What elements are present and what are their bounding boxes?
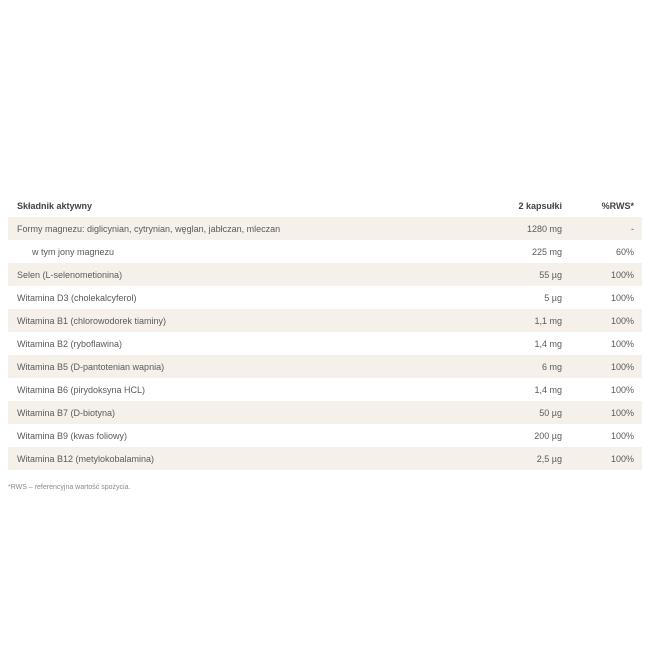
- ingredient-dose: 225 mg: [428, 240, 570, 263]
- header-rws: %RWS*: [601, 200, 634, 211]
- header-row: [8, 194, 642, 217]
- table-row: [8, 286, 642, 309]
- ingredient-dose: 55 µg: [428, 263, 570, 286]
- ingredients-table: [8, 194, 642, 470]
- ingredient-name: Witamina D3 (cholekalcyferol): [8, 286, 428, 309]
- ingredient-name: Witamina B1 (chlorowodorek tiaminy): [8, 309, 428, 332]
- ingredient-dose: 2,5 µg: [428, 447, 570, 470]
- supplement-facts-table: [8, 194, 642, 470]
- ingredient-dose: 6 mg: [428, 355, 570, 378]
- table-row: [8, 240, 642, 263]
- ingredient-rws: 100%: [570, 401, 642, 424]
- ingredient-name: Witamina B7 (D-biotyna): [8, 401, 428, 424]
- ingredient-rws: 100%: [570, 355, 642, 378]
- ingredient-name: Witamina B2 (ryboflawina): [8, 332, 428, 355]
- table-header: [8, 194, 642, 217]
- ingredient-dose: 1,4 mg: [428, 378, 570, 401]
- ingredient-name: Witamina B5 (D-pantotenian wapnia): [8, 355, 428, 378]
- table-row: [8, 401, 642, 424]
- table-row: [8, 355, 642, 378]
- ingredient-rws: 60%: [570, 240, 642, 263]
- table-row: [8, 447, 642, 470]
- ingredient-name: Witamina B6 (pirydoksyna HCL): [8, 378, 428, 401]
- ingredient-rws: 100%: [570, 447, 642, 470]
- table-row: [8, 332, 642, 355]
- ingredient-dose: 50 µg: [428, 401, 570, 424]
- ingredient-name: w tym jony magnezu: [8, 240, 428, 263]
- table-row: [8, 217, 642, 240]
- ingredient-rws: 100%: [570, 309, 642, 332]
- ingredient-name: Selen (L-selenometionina): [8, 263, 428, 286]
- header-ingredient: Składnik aktywny: [17, 200, 93, 211]
- table-row: [8, 378, 642, 401]
- ingredient-rws: 100%: [570, 424, 642, 447]
- ingredient-dose: 1280 mg: [428, 217, 570, 240]
- table-body: [8, 217, 642, 470]
- ingredient-dose: 1,1 mg: [428, 309, 570, 332]
- ingredient-rws: 100%: [570, 332, 642, 355]
- ingredient-name: Witamina B12 (metylokobalamina): [8, 447, 428, 470]
- ingredient-dose: 200 µg: [428, 424, 570, 447]
- table-row: [8, 309, 642, 332]
- table-row: [8, 263, 642, 286]
- ingredient-dose: 5 µg: [428, 286, 570, 309]
- ingredient-rws: 100%: [570, 286, 642, 309]
- rws-footnote: *RWS – referencyjna wartość spożycia.: [8, 484, 131, 491]
- ingredient-rws: 100%: [570, 378, 642, 401]
- header-dose: 2 kapsułki: [518, 200, 562, 211]
- ingredient-dose: 1,4 mg: [428, 332, 570, 355]
- ingredient-rws: -: [570, 217, 642, 240]
- ingredient-rws: 100%: [570, 263, 642, 286]
- ingredient-name: Witamina B9 (kwas foliowy): [8, 424, 428, 447]
- table-row: [8, 424, 642, 447]
- ingredient-name: Formy magnezu: diglicynian, cytrynian, węglan, jabłczan, mleczan: [8, 217, 428, 240]
